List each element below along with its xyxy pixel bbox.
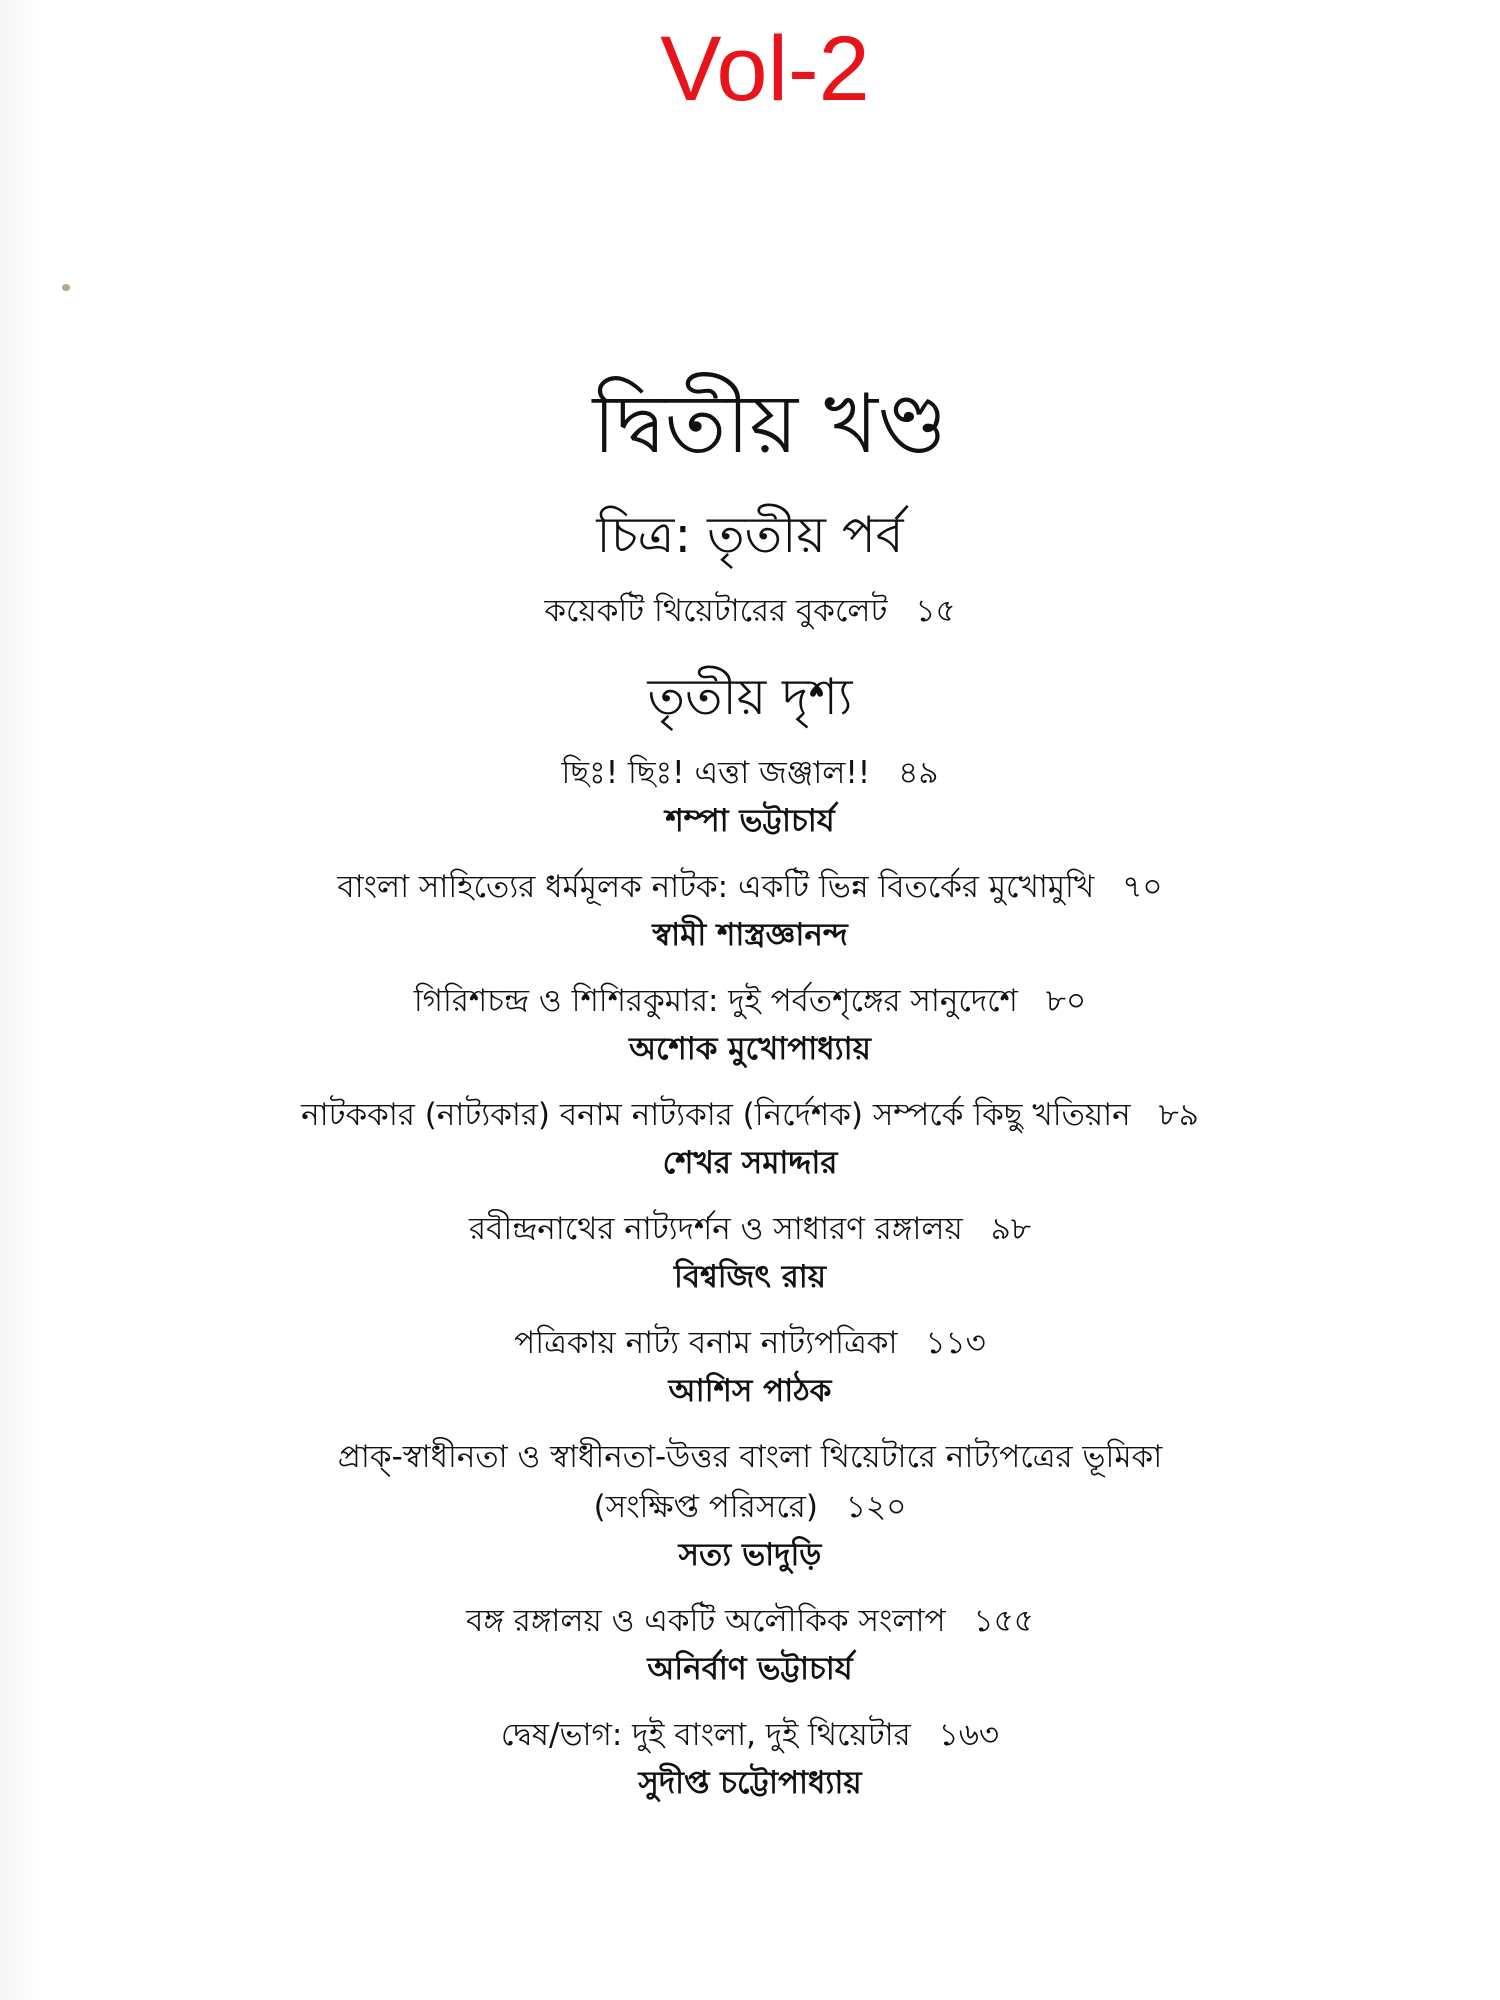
toc-entry [0,1596,1500,1692]
entry-title-line [0,1204,1500,1254]
entry-author: সুদীপ্ত চট্টোপাধ্যায় [638,1765,862,1801]
entry-author: বিশ্বজিৎ রায় [673,1259,827,1295]
entry-title: নাটককার (নাট্যকার) বনাম নাট্যকার (নির্দেশক) সম্পর্কে কিছু খতিয়ান [301,1097,1131,1133]
entry-author: স্বামী শাস্ত্রজ্ঞানন্দ [652,917,848,953]
entry-title: রবীন্দ্রনাথের নাট্যদর্শন ও সাধারণ রঙ্গালয় [469,1211,963,1247]
scan-speck [62,284,70,291]
entry-author: শম্পা ভট্টাচার্য [665,803,835,839]
entry-title: দ্বেষ/ভাগ: দুই বাংলা, দুই থিয়েটার [500,1717,911,1753]
entry-page-number: ১২০ [845,1489,907,1525]
entry-title: পত্রিকায় নাট্য বনাম নাট্যপত্রিকা [514,1325,898,1361]
section-gap [0,636,1500,664]
entry-page-number: ১৫৫ [973,1603,1034,1639]
volume-label: Vol-2 [660,18,870,120]
entry-title: প্রাক্-স্বাধীনতা ও স্বাধীনতা-উত্তর বাংলা থিয়েটারে নাট্যপত্রের ভূমিকা [337,1439,1163,1475]
entry-author: আশিস পাঠক [668,1373,832,1409]
entry-page-number: ৭০ [1122,869,1163,905]
entry-title-line [0,862,1500,912]
entry-title-line [0,1432,1500,1482]
entry-title-line [0,1710,1500,1760]
entry-page-number: ১৬৩ [938,1717,1000,1753]
entry-author: অশোক মুখোপাধ্যায় [629,1031,871,1067]
toc-entry [0,1710,1500,1806]
entry-title-line [0,586,1500,636]
volume-title: দ্বিতীয় খণ্ড [592,377,948,472]
entry-page-number: ৯৮ [990,1211,1031,1247]
entry-title-line [0,748,1500,798]
toc-entry [0,748,1500,844]
section-heading: চিত্র: তৃতীয় পর্ব [596,506,904,564]
entry-title-line [0,1090,1500,1140]
toc-entry [0,1204,1500,1300]
entry-author: শেখর সমাদ্দার [662,1145,838,1181]
entry-title-continuation: (সংক্ষিপ্ত পরিসরে) [593,1489,818,1525]
entry-title: কয়েকটি থিয়েটারের বুকলেট [544,593,888,629]
section-heading: তৃতীয় দৃশ্য [647,668,853,726]
entry-title: বাংলা সাহিত্যের ধর্মমূলক নাটক: একটি ভিন্ন বিতর্কের মুখোমুখি [337,869,1095,905]
entry-page-number: ৮৯ [1158,1097,1199,1133]
entry-page-number: ১৫ [915,593,956,629]
entry-title: ছিঃ! ছিঃ! এত্তা জঞ্জাল!! [561,755,871,791]
toc-entry [0,862,1500,958]
entry-page-number: ৪৯ [898,755,939,791]
entry-title-line [0,976,1500,1026]
entry-title-line [0,1318,1500,1368]
entry-author: অনির্বাণ ভট্টাচার্য [647,1651,853,1687]
entry-page-number: ১১৩ [925,1325,986,1361]
toc-entry [0,976,1500,1072]
entry-page-number: ৮০ [1045,983,1087,1019]
entry-title-line [0,1596,1500,1646]
toc-entry [0,1318,1500,1414]
toc-entry [0,1090,1500,1186]
toc-entry [0,586,1500,636]
toc-entry [0,1432,1500,1578]
entry-title: গিরিশচন্দ্র ও শিশিরকুমার: দুই পর্বতশৃঙ্গের সানুদেশে [413,983,1018,1019]
entry-title: বঙ্গ রঙ্গালয় ও একটি অলৌকিক সংলাপ [466,1603,946,1639]
table-of-contents [0,370,1500,1824]
entry-title-line-2 [0,1482,1500,1532]
entry-author: সত্য ভাদুড়ি [678,1537,822,1573]
